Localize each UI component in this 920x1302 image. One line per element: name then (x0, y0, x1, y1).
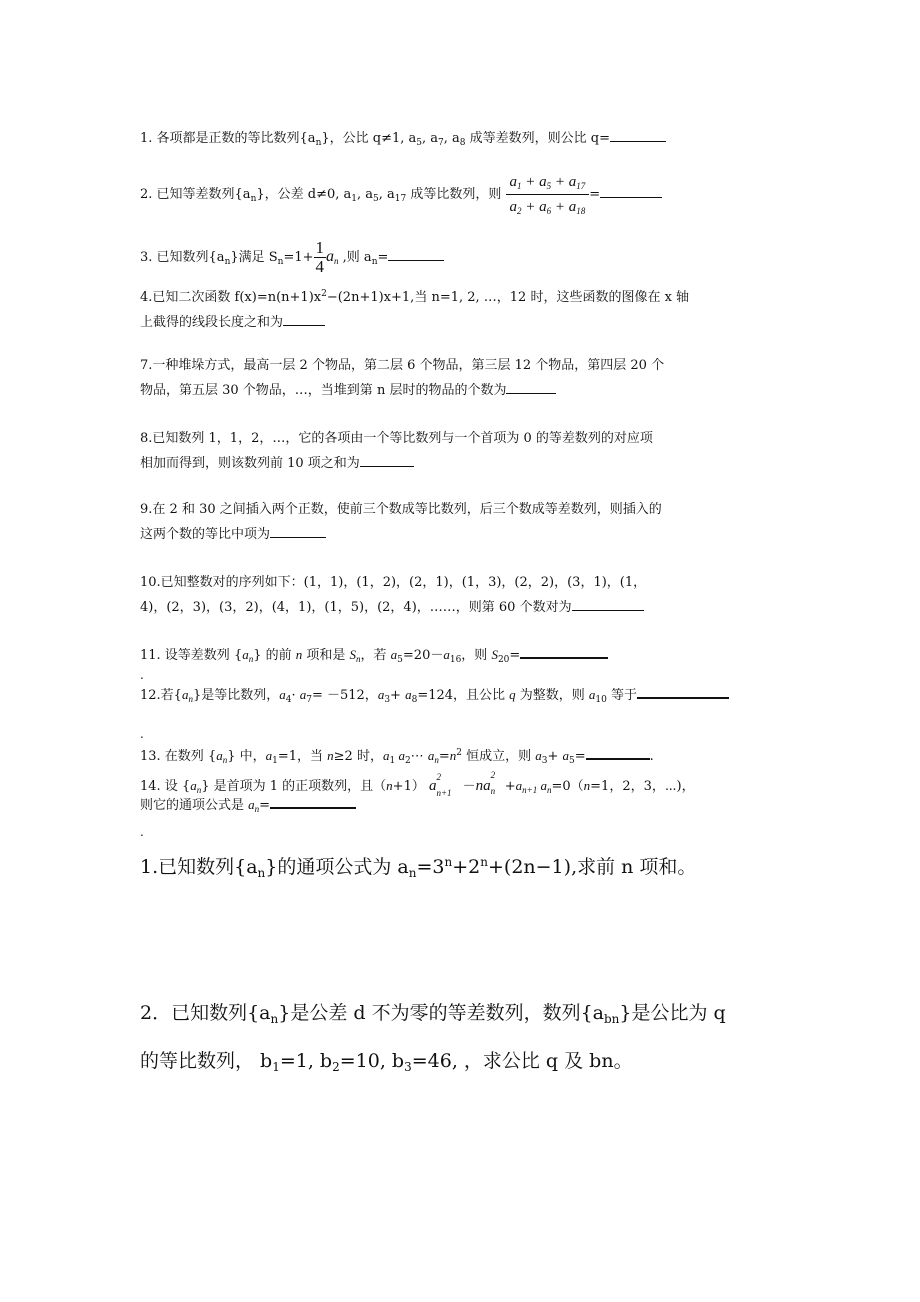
question-7: 7.一种堆垛方式，最高一层 2 个物品，第二层 6 个物品，第三层 12 个物品，第四层 20 个 物品，第五层 30 个物品，…，当堆到第 n 层时的物品的个数为 (140, 358, 665, 398)
question-9: 9.在 2 和 30 之间插入两个正数，使前三个数成等比数列，后三个数成等差数列，则插入的 这两个数的等比中项为 (140, 502, 662, 542)
answer-blank[interactable] (586, 746, 650, 760)
answer-blank[interactable] (506, 381, 556, 394)
stray-dot: . (140, 727, 144, 741)
answer-blank[interactable] (572, 598, 644, 611)
question-14: 14. 设 $\{a_n\}$ 是首项为 1 的正项数列，且（n+1） a 2 n+1 －na 2 n $+a_{n+1}$ $a_n=0(n=1$，2，3，⋯)， 则它的通项公式是 $a_n=$ (140, 769, 695, 814)
question-3: 3. 已知数列$\{a_n\}$满足 $S_n=1+$ $\frac{1}{4}$ $a_n$ ,则 $a_n=$ (140, 236, 444, 279)
question-1: 1. 各项都是正数的等比数列$\{a_n\}$，公比 q≠1, $a_5$, $a_7$, $a_8$ 成等差数列，则公比 q= (140, 126, 666, 151)
quarter-fraction: $\frac{1}{4}$ (315, 238, 325, 276)
answer-blank[interactable] (360, 454, 414, 467)
question-4: 4.已知二次函数 $f(x)=n(n+1)x^2-(2n+1)x+1$,当 n=1, 2, …，12 时，这些函数的图像在 x 轴 上截得的线段长度之和为 (140, 289, 690, 330)
a-n-plus-1-squared: a (428, 778, 437, 794)
answer-blank[interactable] (610, 129, 666, 142)
problem-2-line-2: 的等比数列， $b_1=1$, $b_2=10$, $b_3=46$, ，求公比 q 及 bn。 (140, 1050, 633, 1074)
question-13: 13. 在数列 $\{a_n\}$ 中，$a_1=1$，当 n≥2 时，$a_1$ $a_2\cdots$ $a_n=n^2$ 恒成立，则 $a_3+ a_5=$ . (140, 748, 654, 766)
answer-blank[interactable] (283, 313, 325, 326)
stray-dot: . (140, 825, 144, 839)
question-10: 10.已知整数对的序列如下：(1，1)，(1，2)，(2，1)，(1，3)，(2，2)，(3，1)，(1， 4)，(2，3)，(3，2)，(4，1)，(1，5)，(2，4)，……，则第 60 个数对为 (140, 575, 647, 615)
problem-2-line-1: 2．已知数列$\{a_n\}$是公差 d 不为零的等差数列，数列$\{a_{bn}\}$是公比为 q (140, 1002, 726, 1026)
question-8: 8.已知数列 1，1，2，…，它的各项由一个等比数列与一个首项为 0 的等差数列的对应项 相加而得到，则该数列前 10 项之和为 (140, 431, 653, 471)
answer-blank[interactable] (270, 525, 326, 538)
problem-1: 1.已知数列$\{a_n\}$的通项公式为 $a_n=3^n+2^n+(2n-1)$,求前 n 项和。 (140, 855, 697, 880)
ratio-fraction: $\frac{a_1 + a_5 + a_{17}}{a_2 + a_6 + a_{18}}$ (506, 172, 590, 217)
stray-dot: . (140, 668, 144, 682)
question-11: 11. 设等差数列 $\{a_n\}$ 的前 n 项和是 $S_n$，若 $a_5=20-a_{16}$，则 $S_{20}=$ (140, 642, 608, 668)
answer-blank[interactable] (388, 248, 444, 261)
answer-blank[interactable] (270, 795, 356, 809)
answer-blank[interactable] (520, 645, 608, 659)
answer-blank[interactable] (637, 685, 729, 699)
question-2: 2. 已知等差数列$\{a_n\}$，公差 d≠0, $a_1$, $a_5$, $a_{17}$ 成等比数列，则 $\frac{a_1 + a_5 + a_{17}}{a_2 + a_6 + a_{18}}$ = (140, 170, 662, 220)
answer-blank[interactable] (600, 185, 662, 198)
question-12: 12.若$\{a_n\}$是等比数列，$a_4\cdot a_7= -512$，$a_3+ a_8=124$，且公比 q 为整数，则 $a_{10}$ 等于 (140, 682, 729, 708)
